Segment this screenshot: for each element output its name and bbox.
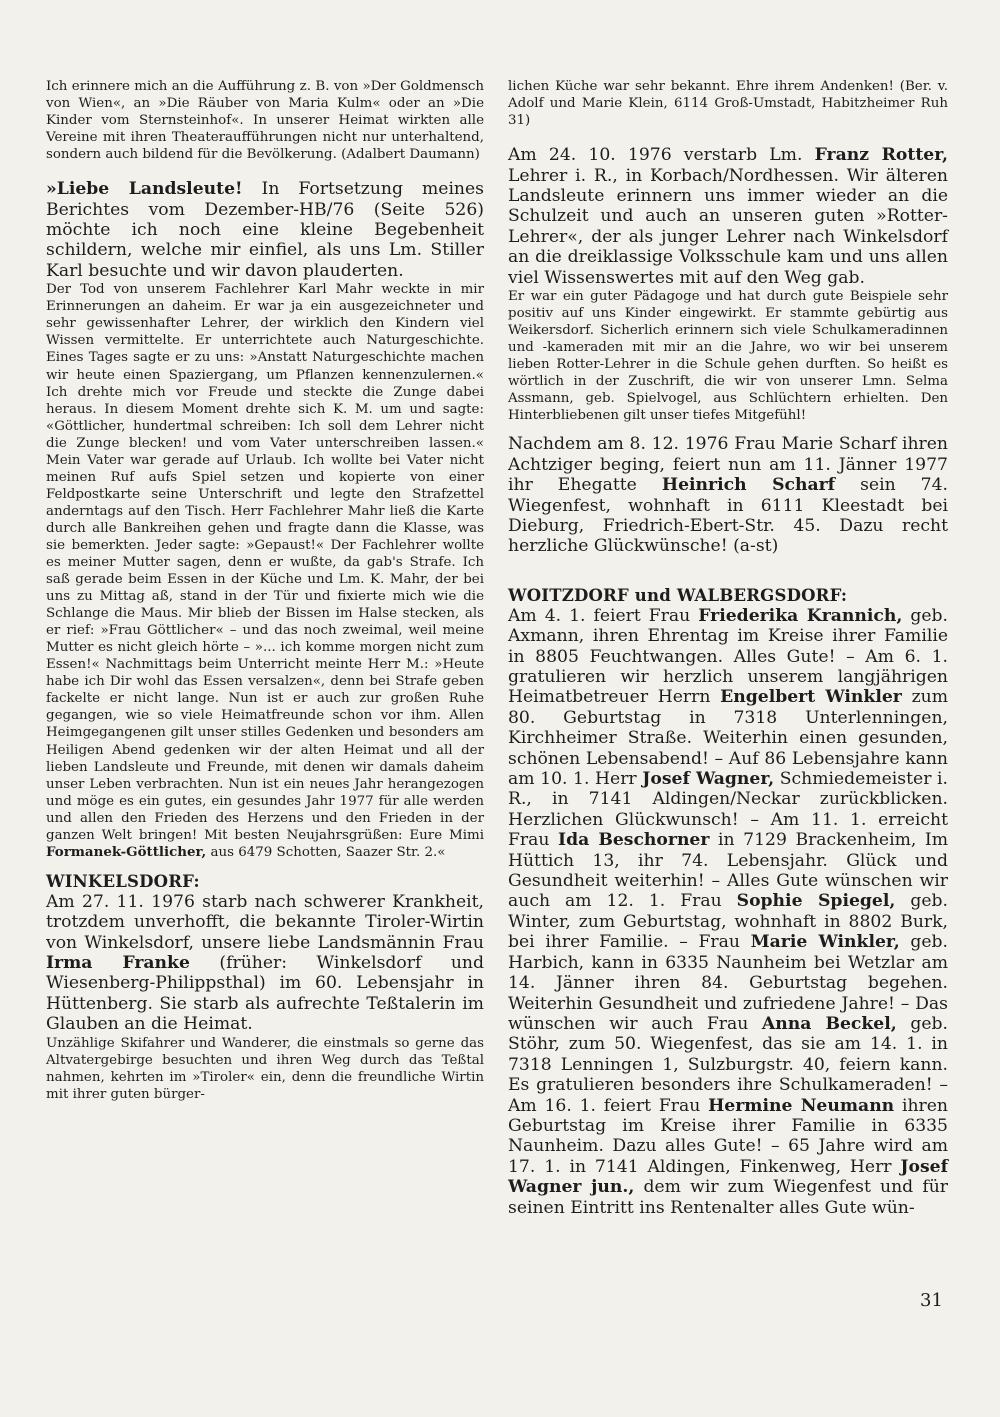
theater-memories-paragraph: Ich erinnere mich an die Aufführung z. B. von »Der Goldmensch von Wien«, an »Die Räuber von Maria Kulm« oder an »Die Kinder vom Sternsteinhof«. In unserer Heimat wirkten alle Vereine mit ihren Theateraufführungen nicht nur unterhaltend, sondern auch bildend für die Bevölkerung. (Adalbert Daumann)	[46, 79, 484, 163]
section-heading-winkelsdorf: WINKELSDORF:	[46, 871, 200, 891]
right-column	[508, 78, 948, 1218]
birthday-greetings-paragraph: Am 4. 1. feiert Frau Friederika Krannich, geb. Axmann, ihren Ehrentag im Kreise ihrer Familie in 8805 Feuchtwangen. Alles Gute! – Am 6. 1. gratulieren wir herzlich unserem langjährigen Heimatbetreuer Herrn Engelbert Winkler zum 80. Geburtstag in 7318 Unterlenningen, Kirchheimer Straße. Weiterhin einen gesunden, schönen Lebensabend! – Auf 86 Lebensjahre kann am 10. 1. Herr Josef Wagner, Schmiedemeister i. R., in 7141 Aldingen/Neckar zurückblicken. Herzlichen Glückwunsch! – Am 11. 1. erreicht Frau Ida Beschorner in 7129 Brackenheim, Im Hüttich 13, ihr 74. Lebensjahr. Glück und Gesundheit weiterhin! – Alles Gute wünschen wir auch am 12. 1. Frau Sophie Spiegel, geb. Winter, zum Geburtstag, wohnhaft in 8802 Burk, bei ihrer Familie. – Frau Marie Winkler, geb. Harbich, kann in 6335 Naunheim bei Wetzlar am 14. Jänner ihren 84. Geburtstag begehen. Weiterhin Gesundheit und zufriedene Jahre! – Das wünschen wir auch Frau Anna Beckel, geb. Stöhr, zum 50. Wiegenfest, das sie am 14. 1. in 7318 Lenningen 1, Sulzburgstr. 40, feiern kann. Es gratulieren besonders ihre Schulkameraden! – Am 16. 1. feiert Frau Hermine Neumann ihren Geburtstag im Kreise ihrer Familie in 6335 Naunheim. Dazu alles Gute! – 65 Jahre wird am 17. 1. in 7141 Aldingen, Finkenweg, Herr Josef Wagner jun., dem wir zum Wiegenfest und für seinen Eintritt ins Rentenalter alles Gute wün-	[508, 605, 949, 1218]
landsleute-intro-paragraph: »Liebe Landsleute! In Fortsetzung meines Berichtes vom Dezember-HB/76 (Seite 526) möchte ich noch eine kleine Begebenheit schildern, welche mir einfiel, als uns Lm. Stiller Karl besuchte und wir davon plauderten.	[46, 179, 484, 281]
left-column	[46, 78, 484, 1103]
name-heinrich-scharf: Heinrich Scharf	[661, 475, 836, 496]
name-irma-franke: Irma Franke	[46, 953, 190, 974]
page-number: 31	[920, 1290, 943, 1311]
heinrich-scharf-paragraph: Nachdem am 8. 12. 1976 Frau Marie Scharf ihren Achtziger beging, feiert nun am 11. Jänner 1977 ihr Ehegatte Heinrich Scharf sein 74. Wiegenfest, wohnhaft in 6111 Kleestadt bei Dieburg, Friedrich-Ebert-Str. 45. Dazu recht herzliche Glückwünsche! (a-st)	[508, 434, 948, 557]
author-name: Formanek-Göttlicher,	[46, 843, 207, 860]
name-franz-rotter: Franz Rotter,	[814, 145, 948, 166]
landsleute-greeting: »Liebe Landsleute!	[46, 179, 243, 200]
franz-rotter-obituary-paragraph: Am 24. 10. 1976 verstarb Lm. Franz Rotter, Lehrer i. R., in Korbach/Nordhessen. Wir älteren Landsleute erinnern uns immer wieder an die Schulzeit und auch an unseren guten »Rotter-Lehrer«, der als junger Lehrer nach Winkelsdorf an die dreiklassige Volksschule kam und uns allen viel Wissenswertes mit auf den Weg gab.	[508, 145, 948, 288]
irma-franke-obituary-paragraph: Am 27. 11. 1976 starb nach schwerer Krankheit, trotzdem unverhofft, die bekannte Tiroler-Wirtin von Winkelsdorf, unsere liebe Landsmännin Frau Irma Franke (früher: Winkelsdorf und Wiesenberg-Philippsthal) im 60. Lebensjahr in Hüttenberg. Sie starb als aufrechte Teßtalerin im Glauben an die Heimat.	[46, 891, 484, 1035]
rotter-paedagoge-paragraph: Er war ein guter Pädagoge und hat durch gute Beispiele sehr positiv auf uns Kinder eingewirkt. Er stammte gebürtig aus Weikersdorf. Sicherlich erinnern sich viele Schulkameradinnen und -kameraden mit mir an die Jahre, wo wir bei unserem lieben Rotter-Lehrer in die Schule gehen durften. So heißt es wörtlich in der Zuschrift, die wir von unserer Lmn. Selma Assmann, geb. Spielvogel, aus Schlüchtern erhielten. Den Hinterbliebenen gilt unser tiefes Mitgefühl!	[508, 288, 948, 424]
teacher-mahr-story-paragraph: Der Tod von unserem Fachlehrer Karl Mahr weckte in mir Erinnerungen an daheim. Er war ja ein ausgezeichneter und sehr gewissenhafter Lehrer, der wirklich den Kindern viel Wissen vermittelte. Er unterrichtete auch Naturgeschichte. Eines Tages sagte er zu uns: »Anstatt Naturgeschichte machen wir heute einen Spaziergang, um Pflanzen kennenzulernen.« Ich drehte mich vor Freude und steckte die Zunge dabei heraus. In diesem Moment drehte sich K. M. um und sagte: «Göttlicher, hundertmal schreiben: Ich soll dem Lehrer nicht die Zunge blecken! und vom Vater unterschreiben lassen.« Mein Vater war gerade auf Urlaub. Ich wollte bei Vater nicht meinen Ruf aufs Spiel setzen und kopierte von einer Feldpostkarte seine Unterschrift und legte den Strafzettel anderntags auf den Tisch. Herr Fachlehrer Mahr ließ die Karte durch alle Bankreihen gehen und fragte dann die Klasse, was sie bemerkten. Jeder sagte: »Gepaust!« Der Fachlehrer wollte es meiner Mutter sagen, denn er wußte, da gab's Strafe. Ich saß gerade beim Essen in der Küche und Lm. K. Mahr, der bei uns zu Mittag aß, stand in der Tür und fixierte mich wie die Schlange die Maus. Mir blieb der Bissen im Halse stecken, als er rief: »Frau Göttlicher« – und das noch zweimal, weil meine Mutter es nicht gleich hörte – »... ich komme morgen nicht zum Essen!« Nachmittags beim Unterricht meinte Herr M.: »Heute habe ich Dir wohl das Essen versalzen«, denn bei Strafe geben fackelte er nicht lange. Nun ist er auch zur großen Ruhe gegangen, wie so viele Heimatfreunde schon vor ihm. Allen Heimgegangenen gilt unser stilles Gedenken und besonders am Heiligen Abend gedenken wir der alten Heimat und all der lieben Landsleute und Freunde, mit denen wir damals daheim unser Leben verbrachten. Nun ist ein neues Jahr herangezogen und möge es ein gutes, ein gesundes Jahr 1977 für alle werden und allen den Frieden des Herzens und den Frieden in der ganzen Welt bringen! Mit besten Neujahrsgrüßen: Eure Mimi Formanek-Göttlicher, aus 6479 Schotten, Saazer Str. 2.«	[46, 282, 484, 860]
skifahrer-paragraph: Unzählige Skifahrer und Wanderer, die einstmals so gerne das Altvatergebirge besuchten und ihren Weg durch das Teßtal nahmen, kehrten im »Tiroler« ein, denn die freundliche Wirtin mit ihrer guten bürger-	[46, 1035, 484, 1102]
klein-report-paragraph: lichen Küche war sehr bekannt. Ehre ihrem Andenken! (Ber. v. Adolf und Marie Klein, 6114 Groß-Umstadt, Habitzheimer Ruh 31)	[508, 79, 948, 129]
section-heading-woitzdorf: WOITZDORF und WALBERGSDORF:	[508, 585, 848, 605]
